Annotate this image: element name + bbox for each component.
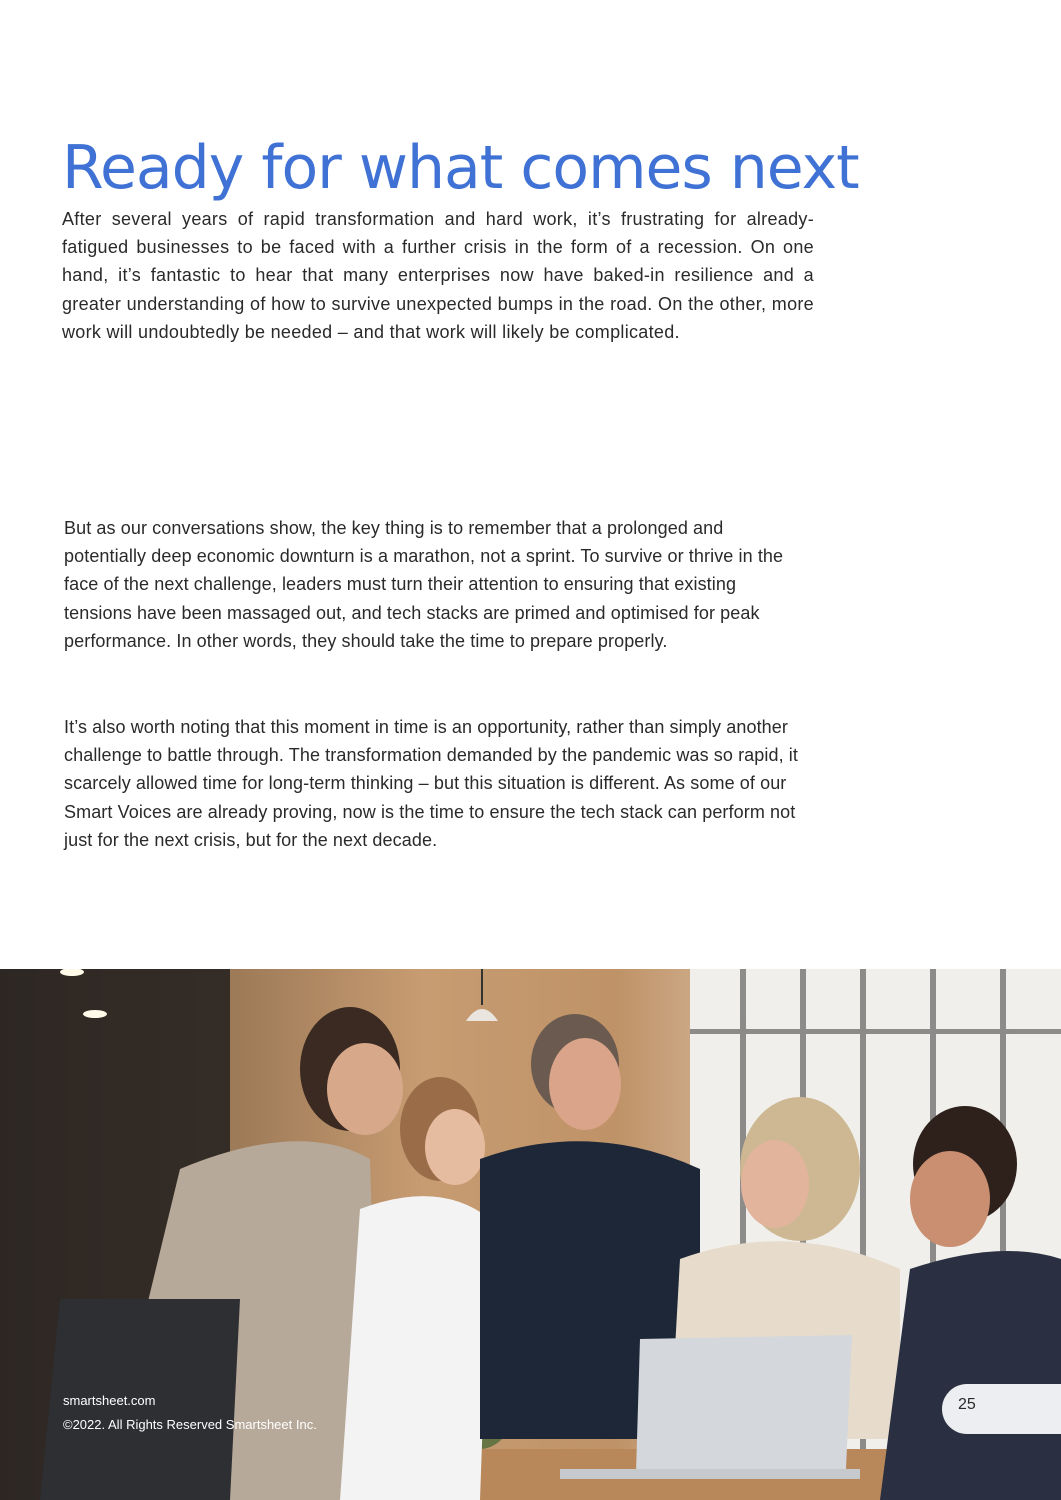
footer-copyright: ©2022. All Rights Reserved Smartsheet Inc. [63,1417,317,1432]
intro-paragraph: After several years of rapid transformation and hard work, it’s frustrating for already-fatigued businesses to be faced with a further crisis in the form of a recession. On one hand, it’s fantastic to hear that many enterprises now have baked-in resilience and a greater understanding of how to survive unexpected bumps in the road. On the other, more work will undoubtedly be needed – and that work will likely be complicated. [62,209,814,342]
footer-site[interactable]: smartsheet.com [63,1393,156,1408]
body-paragraph-2: It’s also worth noting that this moment in time is an opportunity, rather than simply another challenge to battle through. The transformation demanded by the pandemic was so rapid, it scarcely allowed time for long-term thinking – but this situation is different. As some of our Smart Voices are already proving, now is the time to ensure the tech stack can perform not just for the next crisis, but for the next decade. [64,717,799,850]
page-number: 25 [958,1396,976,1413]
page-title: Ready for what comes next [62,133,859,203]
body-paragraph-1: But as our conversations show, the key thing is to remember that a prolonged and potentially deep economic downturn is a marathon, not a sprint. To survive or thrive in the face of the next challenge, leaders must turn their attention to ensuring that existing tensions have been massaged out, and tech stacks are primed and optimised for peak performance. In other words, they should take the time to prepare properly. [64,518,784,651]
